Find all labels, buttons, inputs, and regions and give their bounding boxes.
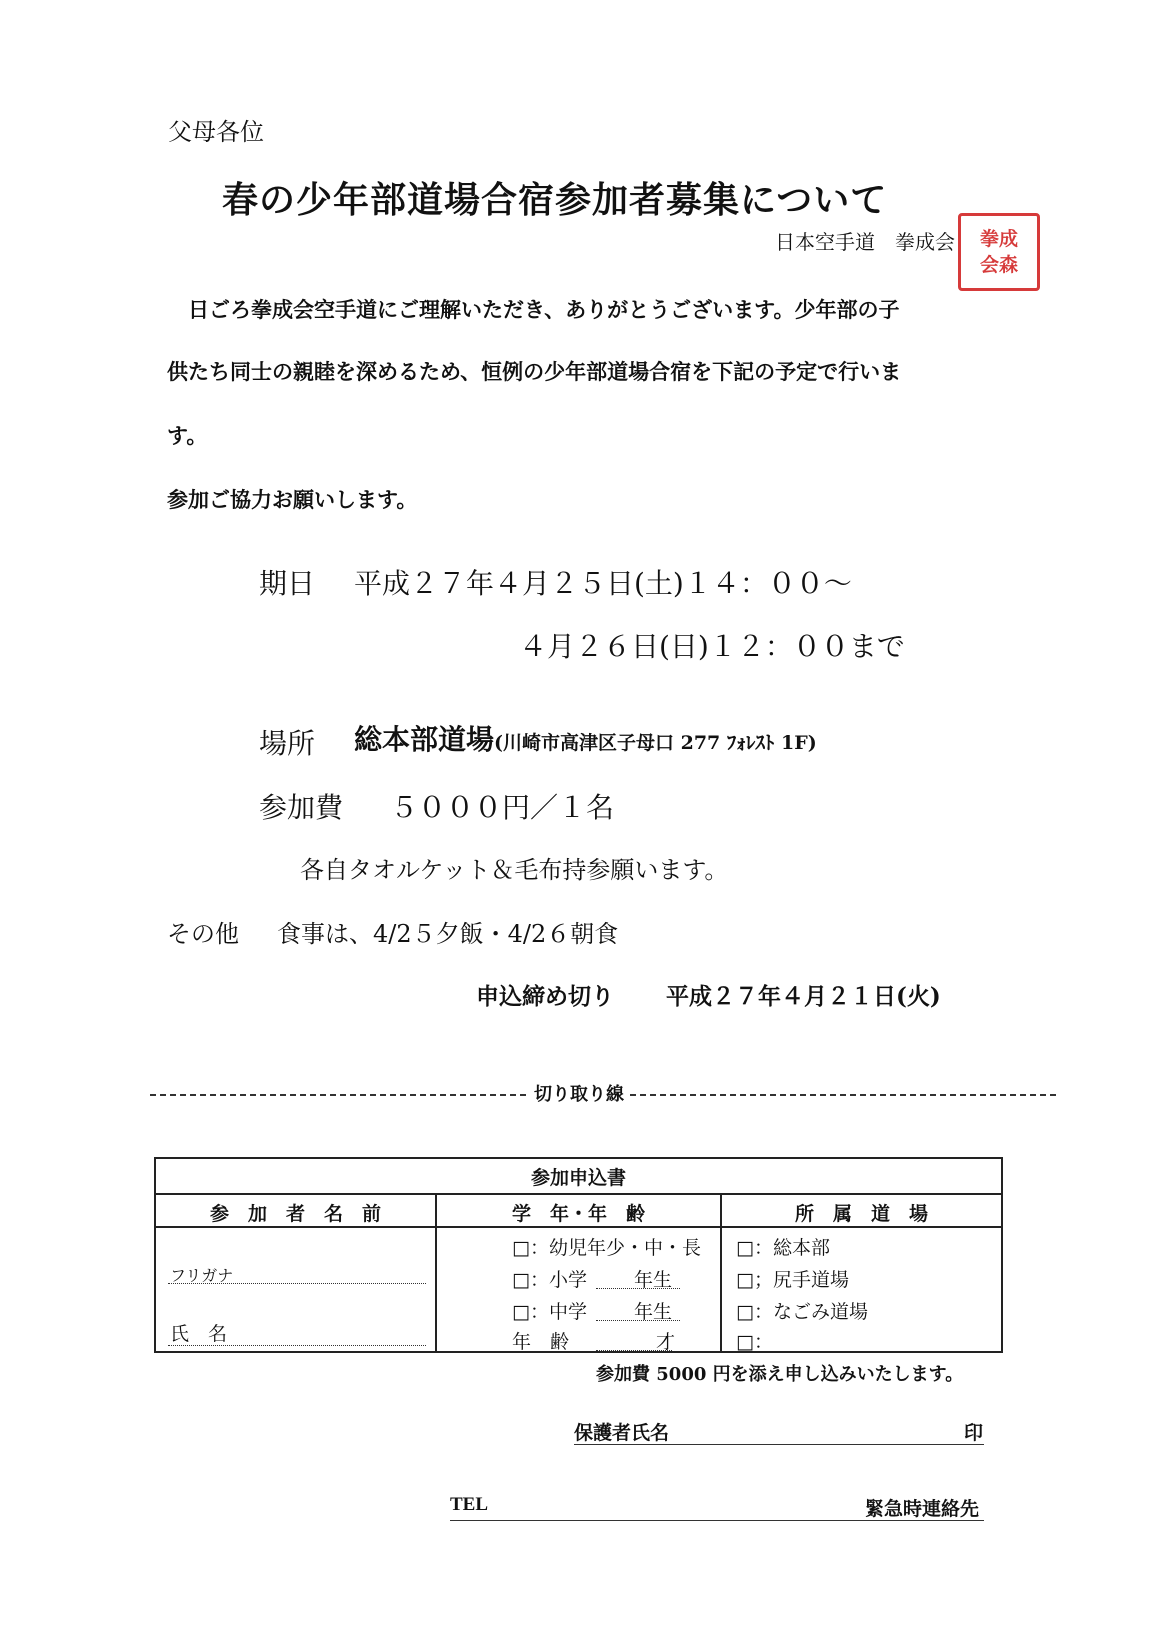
form-title: 参加申込書: [530, 1167, 626, 1189]
seal-line-1: 拳成: [979, 228, 1018, 250]
name-field[interactable]: [168, 1345, 426, 1346]
grade-suffix: 年生: [634, 1269, 673, 1291]
place-name: 総本部道場: [354, 723, 495, 756]
name-label: 氏 名: [170, 1323, 228, 1345]
body-paragraph-line-3: す。: [167, 423, 208, 448]
furigana-field[interactable]: [168, 1283, 426, 1284]
seal-label: 印: [964, 1422, 984, 1444]
request-line: 参加ご協力お願いします。: [167, 487, 418, 512]
grade-suffix: 年生: [634, 1301, 673, 1323]
date-label: 期日: [259, 567, 316, 600]
dojo-option-nagomi[interactable]: □：なごみ道場: [736, 1301, 868, 1323]
bring-items-note: 各自タオルケット＆毛布持参願います。: [300, 856, 729, 884]
body-paragraph-line-2: 供たち同士の親睦を深めるため、恒例の少年部道場合宿を下記の予定で行いま: [167, 359, 902, 384]
fee-label: 参加費: [259, 791, 344, 824]
seal-stamp: [958, 213, 1040, 291]
dojo-option-headquarters[interactable]: □：総本部: [736, 1237, 830, 1259]
dojo-option-shitte[interactable]: □；尻手道場: [736, 1269, 849, 1291]
addressee: 父母各位: [168, 118, 264, 146]
form-divider: [156, 1193, 1001, 1195]
furigana-label: フリガナ: [170, 1266, 234, 1285]
dojo-option-other[interactable]: □：: [736, 1331, 773, 1353]
deadline-value: 平成２７年４月２１日(火): [666, 983, 941, 1010]
grade-option-preschool[interactable]: □：幼児年少・中・長: [512, 1237, 701, 1259]
form-divider: [156, 1226, 1001, 1228]
place-label: 場所: [259, 727, 316, 760]
page-title: 春の少年部道場合宿参加者募集について: [222, 179, 888, 221]
grade-option-elementary[interactable]: □：小学: [512, 1269, 587, 1291]
fee-value: ５０００円／１名: [390, 791, 615, 824]
place-value: [354, 718, 817, 758]
age-label: 年 齢: [512, 1331, 570, 1353]
cut-line-label: 切り取り線: [530, 1080, 628, 1106]
junior-high-grade-field[interactable]: [596, 1320, 680, 1321]
organization-name: 日本空手道 拳成会: [775, 230, 955, 254]
age-field[interactable]: [596, 1350, 672, 1351]
tel-label: TEL: [450, 1494, 489, 1515]
place-address: (川崎市高津区子母口 277 ﾌｫﾚｽﾄ 1F): [494, 732, 817, 754]
header-participant-name: 参 加 者 名 前: [209, 1203, 381, 1225]
body-paragraph-line-1: 日ごろ拳成会空手道にご理解いただき、ありがとうございます。少年部の子: [188, 297, 900, 322]
tel-line[interactable]: [450, 1520, 984, 1521]
fee-attachment-note: 参加費 5000 円を添え申し込みいたします。: [596, 1364, 964, 1385]
header-dojo: 所 属 道 場: [794, 1203, 928, 1225]
age-suffix: 才: [656, 1331, 676, 1353]
meals-note: 食事は、4/2５夕飯・4/2６朝食: [277, 920, 619, 948]
seal-line-2: 会森: [979, 254, 1018, 276]
date-value: 平成２７年４月２５日(土)１４：００～: [354, 567, 852, 600]
guardian-name-line[interactable]: [574, 1444, 984, 1445]
grade-option-junior-high[interactable]: □：中学: [512, 1301, 587, 1323]
elementary-grade-field[interactable]: [596, 1288, 680, 1289]
guardian-name-label: 保護者氏名: [574, 1422, 670, 1444]
other-label: その他: [167, 920, 239, 948]
header-grade-age: 学 年・年 齢: [511, 1203, 645, 1225]
application-form: [154, 1157, 1003, 1353]
date-end-value: ４月２６日(日)１２：００まで: [519, 630, 905, 663]
deadline-label: 申込締め切り: [476, 983, 614, 1010]
emergency-contact-label: 緊急時連絡先: [865, 1498, 980, 1520]
